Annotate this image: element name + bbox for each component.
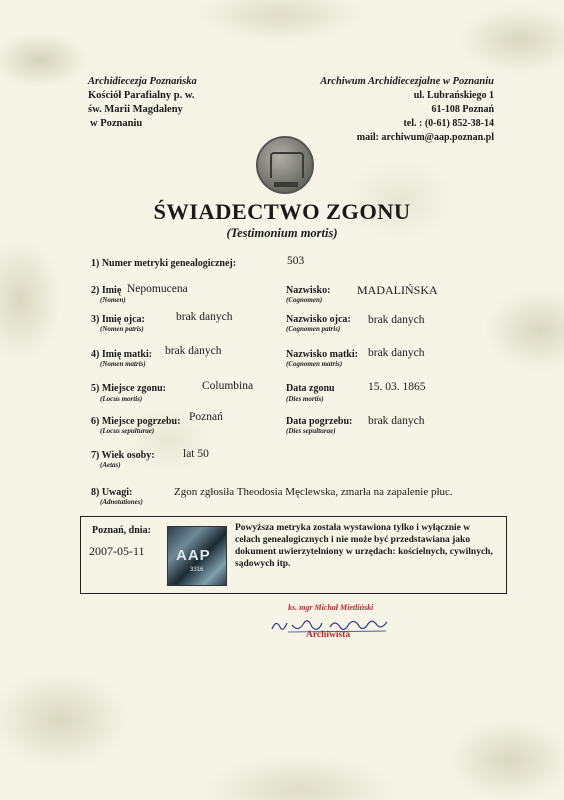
- document-title: ŚWIADECTWO ZGONU: [153, 199, 411, 224]
- issue-place-label: Poznań, dnia:: [92, 525, 151, 536]
- father-surname-label: Nazwisko ojca:: [286, 314, 351, 325]
- death-date-label: Data zgonu: [286, 383, 335, 394]
- mother-name-latin: (Nomen matris): [100, 360, 146, 368]
- father-surname-latin: (Cognomen patris): [286, 325, 341, 333]
- archive-phone: tel. : (0-61) 852-38-14: [403, 118, 494, 129]
- death-place-value: Columbina: [202, 380, 254, 392]
- archive-header: [320, 75, 494, 145]
- first-name-latin: (Nomen): [100, 296, 126, 304]
- seal-building-icon: [270, 152, 304, 178]
- metric-number-value: 503: [287, 255, 305, 267]
- burial-place-value: Poznań: [189, 411, 223, 423]
- death-date-latin: (Dies mortis): [286, 395, 324, 403]
- death-place-latin: (Locus mortis): [100, 395, 143, 403]
- cathedral-seal: [256, 136, 314, 194]
- seal-date-plaque: [274, 182, 298, 187]
- age-latin: (Aetas): [100, 461, 121, 469]
- disclaimer-note: Powyższa metryka została wystawiona tylko i wyłącznie w celach genealogicznych i nie może być przedstawiana jako dokument uwierzytelniony w urzędach: kościelnych, cywilnych, sądowych itp.: [235, 523, 493, 569]
- signature-title: Archiwista: [306, 630, 351, 640]
- burial-place-latin: (Locus sepulturae): [100, 427, 155, 435]
- hologram-sticker: [167, 526, 227, 586]
- issue-date: 2007-05-11: [89, 544, 145, 558]
- notes-label: 8) Uwagi:: [91, 487, 133, 498]
- surname-label: Nazwisko:: [286, 285, 331, 296]
- parish-archdiocese: Archidiecezja Poznańska: [88, 76, 197, 87]
- age-value: lat 50: [183, 448, 209, 460]
- archive-street: ul. Lubrańskiego 1: [413, 90, 494, 101]
- parish-city: w Poznaniu: [90, 118, 143, 129]
- parish-church: Kościół Parafialny p. w.: [88, 90, 195, 101]
- notes-value: Zgon zgłosiła Theodosia Męclewska, zmarła na zapalenie płuc.: [174, 486, 453, 498]
- mother-surname-latin: (Cognomen matris): [286, 360, 343, 368]
- hologram-number: 3316: [190, 567, 204, 573]
- first-name-label: 2) Imię: [91, 285, 122, 296]
- father-name-latin: (Nomen patris): [100, 325, 144, 333]
- father-name-value: brak danych: [176, 311, 233, 323]
- signature-stamp: ks. mgr Michał Mietliński: [288, 603, 374, 612]
- age-label: 7) Wiek osoby:: [91, 450, 155, 461]
- surname-value: MADALIŃSKA: [357, 283, 438, 297]
- notes-latin: (Adnotationes): [100, 498, 143, 506]
- archive-email: mail: archiwum@aap.poznan.pl: [356, 132, 494, 143]
- mother-surname-label: Nazwisko matki:: [286, 349, 358, 360]
- mother-surname-value: brak danych: [368, 347, 425, 359]
- hologram-logo: AAP: [176, 547, 211, 564]
- burial-date-label: Data pogrzebu:: [286, 416, 353, 427]
- mother-name-value: brak danych: [165, 345, 222, 357]
- burial-date-value: brak danych: [368, 415, 425, 427]
- issuance-box: [80, 516, 507, 594]
- metric-number-label: 1) Numer metryki genealogicznej:: [91, 258, 237, 269]
- burial-place-label: 6) Miejsce pogrzebu:: [91, 416, 181, 427]
- surname-latin: (Cognomen): [286, 296, 323, 304]
- archive-name: Archiwum Archidiecezjalne w Poznaniu: [320, 76, 494, 87]
- parish-patron: św. Marii Magdaleny: [88, 104, 183, 115]
- burial-date-latin: (Dies sepulturae): [286, 427, 336, 435]
- father-name-label: 3) Imię ojca:: [91, 314, 145, 325]
- archive-postcode: 61-108 Poznań: [431, 104, 494, 115]
- death-place-label: 5) Miejsce zgonu:: [91, 383, 166, 394]
- parish-header: [88, 75, 197, 131]
- first-name-value: Nepomucena: [127, 283, 188, 295]
- father-surname-value: brak danych: [368, 314, 425, 326]
- mother-name-label: 4) Imię matki:: [91, 349, 153, 360]
- document-subtitle: (Testimonium mortis): [226, 226, 338, 240]
- death-date-value: 15. 03. 1865: [368, 381, 426, 393]
